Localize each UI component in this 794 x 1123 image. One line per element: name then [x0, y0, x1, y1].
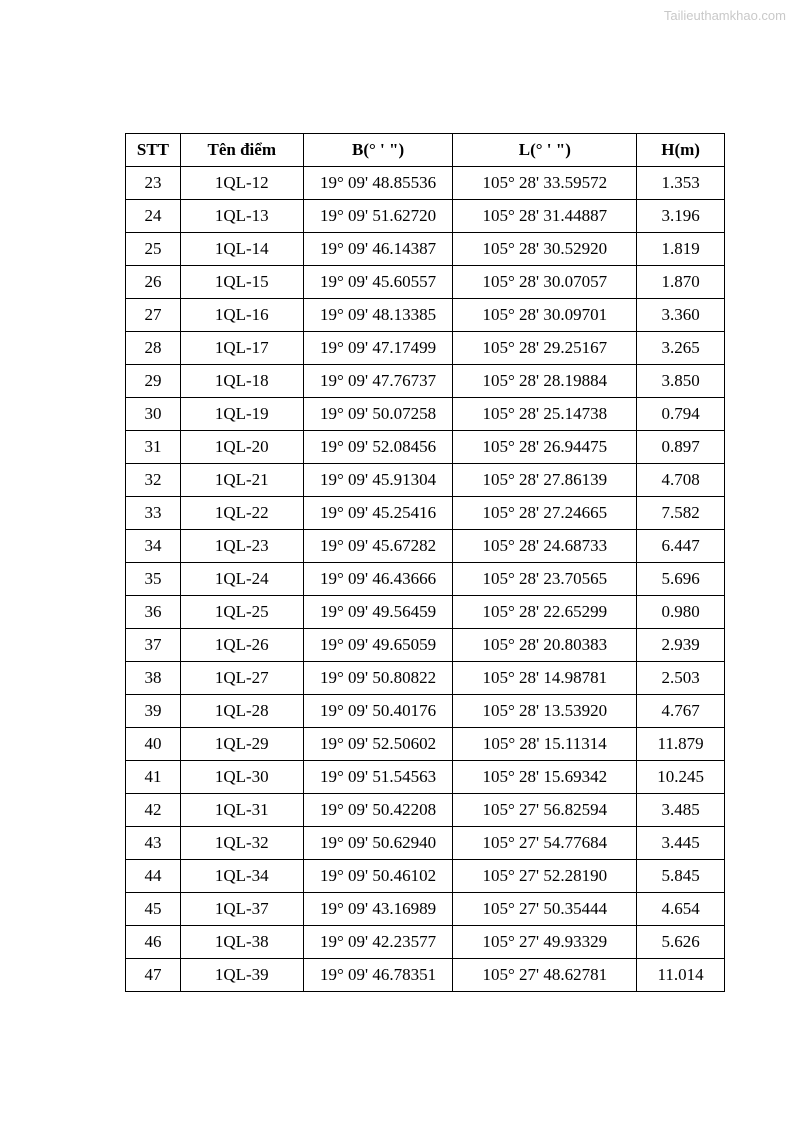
cell-height: 6.447	[637, 530, 725, 563]
cell-stt: 41	[126, 761, 181, 794]
cell-latitude: 19° 09' 47.17499	[303, 332, 453, 365]
cell-stt: 38	[126, 662, 181, 695]
cell-height: 4.654	[637, 893, 725, 926]
cell-point-name: 1QL-13	[180, 200, 303, 233]
cell-height: 3.265	[637, 332, 725, 365]
cell-longitude: 105° 27' 49.93329	[453, 926, 637, 959]
table-row	[126, 266, 725, 299]
table-row	[126, 200, 725, 233]
cell-stt: 24	[126, 200, 181, 233]
cell-stt: 44	[126, 860, 181, 893]
table-row	[126, 464, 725, 497]
header-latitude: B(° ' ")	[303, 134, 453, 167]
cell-longitude: 105° 28' 26.94475	[453, 431, 637, 464]
cell-longitude: 105° 28' 15.11314	[453, 728, 637, 761]
table-row	[126, 695, 725, 728]
cell-longitude: 105° 28' 20.80383	[453, 629, 637, 662]
cell-latitude: 19° 09' 48.13385	[303, 299, 453, 332]
cell-stt: 27	[126, 299, 181, 332]
cell-point-name: 1QL-27	[180, 662, 303, 695]
cell-stt: 36	[126, 596, 181, 629]
cell-longitude: 105° 28' 25.14738	[453, 398, 637, 431]
cell-stt: 45	[126, 893, 181, 926]
cell-height: 5.626	[637, 926, 725, 959]
cell-longitude: 105° 28' 27.24665	[453, 497, 637, 530]
cell-latitude: 19° 09' 51.54563	[303, 761, 453, 794]
table-row	[126, 167, 725, 200]
table-row	[126, 497, 725, 530]
cell-longitude: 105° 28' 27.86139	[453, 464, 637, 497]
cell-height: 0.897	[637, 431, 725, 464]
table-row	[126, 926, 725, 959]
cell-longitude: 105° 28' 15.69342	[453, 761, 637, 794]
cell-height: 4.767	[637, 695, 725, 728]
header-point-name: Tên điểm	[180, 134, 303, 167]
cell-longitude: 105° 28' 13.53920	[453, 695, 637, 728]
cell-stt: 34	[126, 530, 181, 563]
cell-point-name: 1QL-17	[180, 332, 303, 365]
cell-longitude: 105° 27' 50.35444	[453, 893, 637, 926]
cell-longitude: 105° 28' 23.70565	[453, 563, 637, 596]
table-header-row	[126, 134, 725, 167]
table-row	[126, 761, 725, 794]
cell-point-name: 1QL-20	[180, 431, 303, 464]
table-body	[126, 167, 725, 992]
cell-longitude: 105° 27' 48.62781	[453, 959, 637, 992]
cell-stt: 47	[126, 959, 181, 992]
cell-longitude: 105° 28' 30.09701	[453, 299, 637, 332]
table-row	[126, 728, 725, 761]
table-row	[126, 365, 725, 398]
table-row	[126, 827, 725, 860]
table-row	[126, 299, 725, 332]
cell-longitude: 105° 28' 28.19884	[453, 365, 637, 398]
cell-point-name: 1QL-39	[180, 959, 303, 992]
table-row	[126, 530, 725, 563]
cell-stt: 35	[126, 563, 181, 596]
cell-height: 3.445	[637, 827, 725, 860]
cell-latitude: 19° 09' 50.40176	[303, 695, 453, 728]
cell-point-name: 1QL-15	[180, 266, 303, 299]
cell-longitude: 105° 28' 14.98781	[453, 662, 637, 695]
cell-point-name: 1QL-25	[180, 596, 303, 629]
cell-stt: 28	[126, 332, 181, 365]
cell-longitude: 105° 28' 29.25167	[453, 332, 637, 365]
cell-stt: 46	[126, 926, 181, 959]
cell-stt: 43	[126, 827, 181, 860]
cell-latitude: 19° 09' 42.23577	[303, 926, 453, 959]
cell-height: 2.503	[637, 662, 725, 695]
cell-latitude: 19° 09' 49.65059	[303, 629, 453, 662]
cell-stt: 23	[126, 167, 181, 200]
cell-longitude: 105° 27' 56.82594	[453, 794, 637, 827]
cell-point-name: 1QL-28	[180, 695, 303, 728]
cell-point-name: 1QL-18	[180, 365, 303, 398]
cell-stt: 33	[126, 497, 181, 530]
cell-height: 1.819	[637, 233, 725, 266]
cell-height: 0.980	[637, 596, 725, 629]
cell-height: 3.485	[637, 794, 725, 827]
cell-latitude: 19° 09' 51.62720	[303, 200, 453, 233]
cell-height: 11.014	[637, 959, 725, 992]
header-longitude: L(° ' ")	[453, 134, 637, 167]
table-row	[126, 794, 725, 827]
cell-latitude: 19° 09' 50.46102	[303, 860, 453, 893]
cell-latitude: 19° 09' 45.25416	[303, 497, 453, 530]
cell-point-name: 1QL-23	[180, 530, 303, 563]
cell-height: 10.245	[637, 761, 725, 794]
cell-point-name: 1QL-22	[180, 497, 303, 530]
cell-latitude: 19° 09' 45.91304	[303, 464, 453, 497]
cell-point-name: 1QL-29	[180, 728, 303, 761]
cell-height: 1.870	[637, 266, 725, 299]
cell-point-name: 1QL-34	[180, 860, 303, 893]
cell-point-name: 1QL-14	[180, 233, 303, 266]
cell-longitude: 105° 27' 52.28190	[453, 860, 637, 893]
cell-latitude: 19° 09' 50.80822	[303, 662, 453, 695]
cell-latitude: 19° 09' 45.60557	[303, 266, 453, 299]
cell-stt: 26	[126, 266, 181, 299]
cell-point-name: 1QL-32	[180, 827, 303, 860]
cell-stt: 37	[126, 629, 181, 662]
cell-latitude: 19° 09' 50.07258	[303, 398, 453, 431]
cell-stt: 31	[126, 431, 181, 464]
cell-height: 0.794	[637, 398, 725, 431]
cell-latitude: 19° 09' 49.56459	[303, 596, 453, 629]
cell-longitude: 105° 28' 24.68733	[453, 530, 637, 563]
cell-longitude: 105° 28' 30.07057	[453, 266, 637, 299]
cell-height: 2.939	[637, 629, 725, 662]
cell-stt: 39	[126, 695, 181, 728]
cell-point-name: 1QL-21	[180, 464, 303, 497]
cell-height: 11.879	[637, 728, 725, 761]
cell-longitude: 105° 28' 31.44887	[453, 200, 637, 233]
header-stt: STT	[126, 134, 181, 167]
cell-longitude: 105° 28' 33.59572	[453, 167, 637, 200]
table-row	[126, 563, 725, 596]
cell-latitude: 19° 09' 50.62940	[303, 827, 453, 860]
cell-latitude: 19° 09' 50.42208	[303, 794, 453, 827]
cell-latitude: 19° 09' 47.76737	[303, 365, 453, 398]
cell-stt: 32	[126, 464, 181, 497]
cell-stt: 30	[126, 398, 181, 431]
cell-latitude: 19° 09' 46.43666	[303, 563, 453, 596]
cell-latitude: 19° 09' 43.16989	[303, 893, 453, 926]
watermark-text: Tailieuthamkhao.com	[663, 8, 786, 23]
cell-point-name: 1QL-26	[180, 629, 303, 662]
table-row	[126, 629, 725, 662]
cell-point-name: 1QL-31	[180, 794, 303, 827]
cell-point-name: 1QL-37	[180, 893, 303, 926]
cell-height: 3.360	[637, 299, 725, 332]
cell-height: 5.845	[637, 860, 725, 893]
table-row	[126, 332, 725, 365]
cell-stt: 42	[126, 794, 181, 827]
cell-stt: 40	[126, 728, 181, 761]
cell-point-name: 1QL-16	[180, 299, 303, 332]
header-height: H(m)	[637, 134, 725, 167]
cell-point-name: 1QL-30	[180, 761, 303, 794]
cell-height: 5.696	[637, 563, 725, 596]
cell-latitude: 19° 09' 52.50602	[303, 728, 453, 761]
table-row	[126, 860, 725, 893]
cell-latitude: 19° 09' 46.78351	[303, 959, 453, 992]
table-row	[126, 431, 725, 464]
cell-point-name: 1QL-24	[180, 563, 303, 596]
cell-point-name: 1QL-12	[180, 167, 303, 200]
cell-point-name: 1QL-19	[180, 398, 303, 431]
cell-height: 1.353	[637, 167, 725, 200]
table-row	[126, 233, 725, 266]
cell-stt: 29	[126, 365, 181, 398]
cell-longitude: 105° 28' 22.65299	[453, 596, 637, 629]
cell-stt: 25	[126, 233, 181, 266]
cell-height: 4.708	[637, 464, 725, 497]
cell-point-name: 1QL-38	[180, 926, 303, 959]
cell-latitude: 19° 09' 45.67282	[303, 530, 453, 563]
table-row	[126, 893, 725, 926]
table-row	[126, 398, 725, 431]
cell-latitude: 19° 09' 48.85536	[303, 167, 453, 200]
cell-longitude: 105° 27' 54.77684	[453, 827, 637, 860]
cell-latitude: 19° 09' 46.14387	[303, 233, 453, 266]
table-row	[126, 959, 725, 992]
table-row	[126, 662, 725, 695]
cell-height: 3.196	[637, 200, 725, 233]
cell-height: 3.850	[637, 365, 725, 398]
cell-height: 7.582	[637, 497, 725, 530]
cell-latitude: 19° 09' 52.08456	[303, 431, 453, 464]
cell-longitude: 105° 28' 30.52920	[453, 233, 637, 266]
coordinates-table	[125, 133, 725, 992]
table-row	[126, 596, 725, 629]
